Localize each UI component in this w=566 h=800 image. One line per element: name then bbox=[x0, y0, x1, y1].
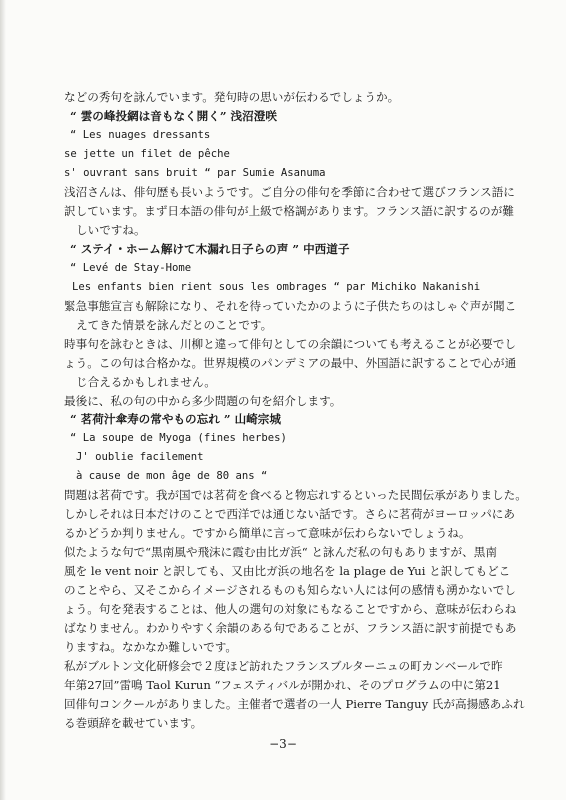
text-line: 訳しています。まず日本語の俳句が上級で格調があります。フランス語に訳するのが難 bbox=[64, 203, 514, 218]
text-line: “ ステイ・ホーム解けて木漏れ日子らの声 ” 中西道子 bbox=[70, 241, 350, 256]
text-line: 回俳句コンクールがありました。主催者で選者の一人 Pierre Tanguy 氏が高揚感あふれ bbox=[64, 697, 525, 712]
text-line: 時事句を詠むときは、川柳と違って俳句としての余韻についても考えることが必要でし bbox=[64, 336, 516, 351]
text-line: “ La soupe de Myoga (fines herbes) bbox=[70, 432, 287, 445]
text-line: ばなりません。わかりやすく余韻のある句であることが、フランス語に訳す前提でもあ bbox=[64, 621, 517, 636]
text-line: “ 茗荷汁傘寿の常やもの忘れ ” 山崎宗城 bbox=[70, 412, 281, 427]
text-line: Les enfants bien rient sous les ombrages “ par Michiko Nakanishi bbox=[72, 280, 481, 293]
text-line: しいですね。 bbox=[76, 222, 146, 237]
text-line: 浅沼さんは、俳句歴も長いようです。ご自分の俳句を季節に合わせて選びフランス語に bbox=[64, 184, 515, 199]
text-line: 緊急事態宣言も解除になり、それを待っていたかのように子供たちのはしゃぐ声が聞こ bbox=[64, 298, 517, 313]
text-line: 年第27回”雷鳴 Taol Kurun “フェスティバルが開かれ、そのプログラムの中に第21 bbox=[64, 678, 501, 693]
text-line: る巻頭辞を載せています。 bbox=[64, 716, 203, 730]
text-line: ょう。この句は合格かな。世界規模のパンデミアの最中、外国語に訳することで心が通 bbox=[64, 355, 517, 370]
text-line: などの秀句を詠んでいます。発句時の思いが伝わるでしょうか。 bbox=[64, 90, 400, 104]
text-line: 問題は茗荷です。我が国では茗荷を食べると物忘れするといった民間伝承がありました。 bbox=[64, 488, 527, 503]
page-number: −3− bbox=[269, 737, 297, 751]
text-line: えてきた情景を詠んだとのことです。 bbox=[76, 317, 273, 332]
text-line: るかどうか判りません。ですから簡単に言って意味が伝わらないでしょうね。 bbox=[64, 526, 471, 541]
text-line: “ 雲の峰投網は音もなく開く” 浅沼澄咲 bbox=[70, 108, 277, 123]
text-line: s' ouvrant sans bruit “ par Sumie Asanuma bbox=[64, 166, 326, 179]
text-line: 似たような句で“黒南風や飛沫に霞む由比ガ浜“ と詠んだ私の句もありますが、黒南 bbox=[64, 545, 497, 560]
text-line: “ Les nuages dressants bbox=[70, 128, 211, 141]
text-line: じ合えるかもしれません。 bbox=[76, 374, 216, 389]
text-line: りますね。なかなか難しいです。 bbox=[64, 640, 237, 655]
text-line: 最後に、私の句の中から多少問題の句を紹介します。 bbox=[64, 393, 342, 408]
text-line: J' oublie facilement bbox=[76, 451, 204, 464]
text-line: se jette un filet de pêche bbox=[64, 147, 230, 160]
text-line: “ Levé de Stay-Home bbox=[70, 261, 192, 274]
text-line: à cause de mon âge de 80 ans “ bbox=[76, 470, 268, 483]
text-line: ょう。句を発表することは、他人の選句の対象にもなることですから、意味が伝わらね bbox=[64, 602, 517, 617]
page-edge-shadow bbox=[0, 0, 6, 800]
text-line: のことやら、又そこからイメージされるものも知らない人には何の感情も湧かないでし bbox=[64, 583, 516, 598]
text-line: 私がブルトン文化研修会で２度ほど訪れたフランスブルターニュの町カンベールで昨 bbox=[64, 659, 503, 674]
text-line: しかしそれは日本だけのことで西洋では通じない話です。さらに茗荷がヨーロッパにあ bbox=[64, 507, 515, 522]
text-line: 風を le vent noir と訳しても、又由比ガ浜の地名を la plage de Yui と訳してもどこ bbox=[64, 564, 511, 579]
